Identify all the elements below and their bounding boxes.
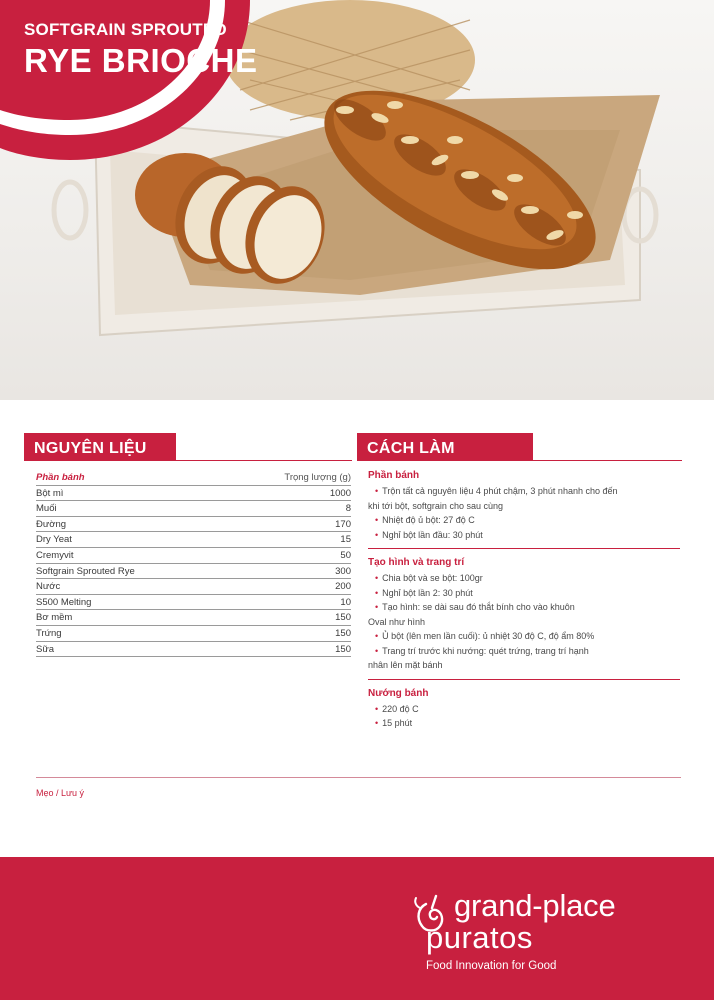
ingredient-qty: 170	[335, 518, 351, 530]
table-row	[36, 517, 351, 533]
list-item	[368, 528, 680, 543]
list-item	[368, 513, 680, 528]
table-row	[36, 610, 351, 626]
method-step-text: Trộn tất cả nguyên liệu 4 phút chậm, 3 phút nhanh cho đến	[382, 486, 618, 496]
ingredient-name: Bơ mềm	[36, 612, 73, 624]
brand-block	[412, 890, 616, 972]
method-column	[368, 470, 680, 731]
ingredient-qty: 150	[335, 612, 351, 624]
list-item	[368, 615, 680, 630]
ingredient-name: Dry Yeat	[36, 534, 72, 546]
notes-divider	[36, 777, 681, 778]
ingredients-table	[36, 470, 351, 657]
ingredients-heading: NGUYÊN LIỆU	[24, 433, 176, 460]
table-row	[36, 532, 351, 548]
list-item	[368, 499, 680, 514]
table-row	[36, 626, 351, 642]
ingredient-qty: 200	[335, 581, 351, 593]
bullet-icon: •	[375, 602, 379, 612]
brand-tagline: Food Innovation for Good	[426, 960, 557, 972]
brand-name-line1: grand-place	[454, 888, 616, 923]
table-row	[36, 564, 351, 580]
bullet-icon: •	[375, 573, 379, 583]
method-heading: CÁCH LÀM	[357, 433, 533, 460]
method-step-text: khi tới bột, softgrain cho sau cùng	[368, 500, 503, 511]
ingredient-name: Muối	[36, 503, 57, 515]
ingredients-header-row	[36, 470, 351, 486]
list-item	[368, 644, 680, 659]
method-step-text: 220 độ C	[382, 703, 419, 714]
ingredient-qty: 15	[340, 534, 351, 546]
method-step-text: Ủ bột (lên men lần cuối): ủ nhiệt 30 độ C, độ ẩm 80%	[382, 631, 595, 641]
ingredient-name: Nước	[36, 581, 61, 593]
method-step-text: Oval như hình	[368, 616, 426, 627]
method-section-title: Tạo hình và trang trí	[368, 557, 465, 568]
ingredients-qty-label: Trọng lượng (g)	[284, 472, 351, 483]
ingredient-name: Đường	[36, 518, 67, 530]
bullet-icon: •	[375, 631, 379, 641]
method-section-title: Phần bánh	[368, 470, 420, 481]
method-step-text: Chia bột và se bột: 100gr	[382, 573, 483, 583]
footer	[0, 857, 714, 1000]
ingredient-qty: 10	[340, 596, 351, 608]
list-item	[368, 716, 680, 731]
ingredient-name: Softgrain Sprouted Rye	[36, 565, 135, 577]
method-heading-rule	[357, 460, 682, 461]
ingredient-name: Bột mì	[36, 487, 64, 499]
brand-name-line2: puratos	[426, 920, 533, 955]
bullet-icon: •	[375, 718, 379, 728]
ingredient-qty: 1000	[329, 487, 351, 499]
ingredient-name: Sữa	[36, 643, 54, 655]
list-item	[368, 484, 680, 499]
bullet-icon: •	[375, 529, 379, 540]
notes-label: Mẹo / Lưu ý	[36, 788, 85, 798]
list-item	[368, 571, 680, 586]
ingredient-name: S500 Melting	[36, 596, 92, 608]
ingredient-name: Cremyvit	[36, 549, 74, 561]
bullet-icon: •	[375, 587, 379, 598]
table-row	[36, 595, 351, 611]
list-item	[368, 600, 680, 615]
list-item	[368, 586, 680, 601]
hero-photo	[0, 0, 714, 400]
method-step-text: Nghỉ bột lần đầu: 30 phút	[382, 529, 483, 540]
bullet-icon: •	[375, 645, 379, 656]
table-row	[36, 501, 351, 517]
method-step-text: Tạo hình: se dài sau đó thắt bính cho vào khuôn	[382, 602, 575, 612]
method-step-text: 15 phút	[382, 718, 413, 728]
table-row	[36, 486, 351, 502]
section-divider	[368, 548, 680, 549]
list-item	[368, 702, 680, 717]
table-row	[36, 579, 351, 595]
method-step-text: Nhiệt độ ủ bột: 27 độ C	[382, 515, 475, 525]
list-item	[368, 629, 680, 644]
ingredient-qty: 8	[345, 503, 351, 515]
ingredient-qty: 150	[335, 643, 351, 655]
method-step-text: nhân lên mặt bánh	[368, 660, 443, 670]
table-row	[36, 548, 351, 564]
ingredient-qty: 50	[340, 549, 351, 561]
list-item	[368, 658, 680, 673]
bullet-icon: •	[375, 515, 379, 525]
bullet-icon: •	[375, 486, 379, 496]
ingredient-qty: 150	[335, 627, 351, 639]
table-row	[36, 642, 351, 658]
recipe-title: RYE BRIOCHE	[24, 42, 258, 79]
method-section-title: Nướng bánh	[368, 687, 429, 699]
ingredient-qty: 300	[335, 565, 351, 577]
section-divider	[368, 679, 680, 680]
bullet-icon: •	[375, 703, 379, 714]
ingredient-name: Trứng	[36, 627, 62, 639]
method-step-text: Nghỉ bột lần 2: 30 phút	[382, 587, 473, 598]
unicorn-logo-icon	[412, 892, 452, 936]
method-step-text: Trang trí trước khi nướng: quét trứng, trang trí hạnh	[382, 645, 589, 656]
recipe-subtitle: SOFTGRAIN SPROUTED	[24, 20, 227, 39]
ingredients-section-label: Phần bánh	[36, 472, 85, 483]
ingredients-heading-rule	[24, 460, 352, 461]
